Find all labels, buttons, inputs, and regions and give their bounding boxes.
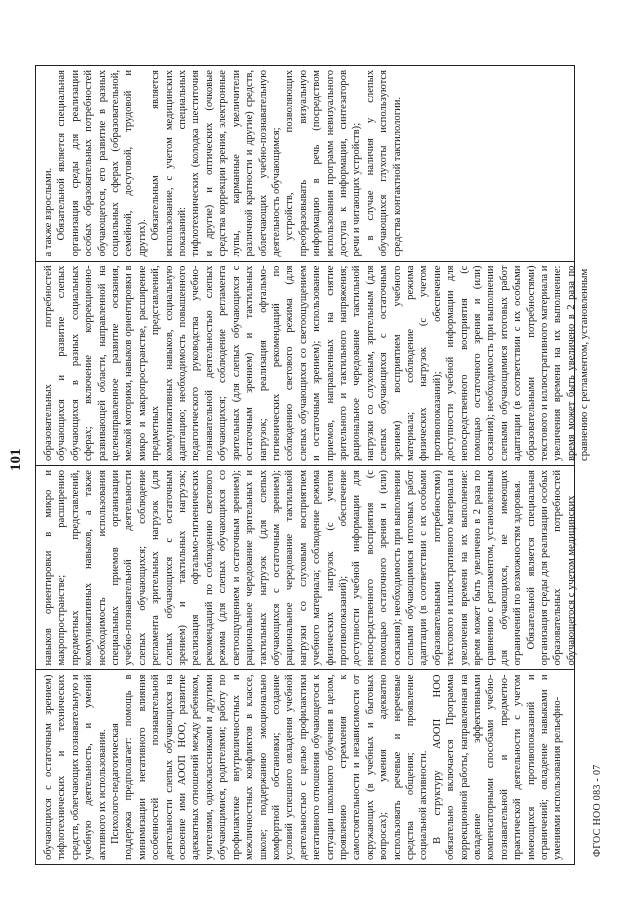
standards-table [35, 65, 591, 865]
paragraph: в случае наличия у слепых обучающихся глухоты используются средства контактной тактилологии. [364, 70, 403, 257]
paragraph: а также взрослыми. [43, 167, 54, 257]
paragraph: навыков ориентировки в микро и макропространстве; расширению предметных представлений, коммуникативных навыков, а также необходимость использования специальных приемов организации учебно-познавательной деятельности слепых обучающихся; соблюдение регламента зрительных нагрузок (для слепых обучающихся с остаточным зрением) и тактильных нагрузок; реализация офтальмо-гигиенических рекомендаций по соблюдению светового режима (для слепых обучающихся со светоощущением и остаточным зрением); рациональное чередование зрительных и тактильных нагрузок (для слепых обучающихся с остаточным зрением); рациональное чередование тактильной нагрузки со слуховым восприятием учебного материала; соблюдение режима физических нагрузок (с учетом противопоказаний); обеспечение доступности учебной информации для непосредственного восприятия (с помощью остаточного зрения и (или) осязания); необходимость при выполнении слепыми обучающимися итоговых работ адаптации (в соответствии с их особыми образовательными потребностями) текстового и иллюстративного материала и увеличения времени на их выполнение: время может быть увеличено в 2 раза по сравнению с регламентом, установленным для обучающихся, не имеющих ограничений по возможностям здоровья. [43, 470, 524, 666]
table-column-4 [36, 66, 574, 261]
column-3-text [42, 265, 591, 461]
table-column-3 [36, 261, 591, 465]
table-column-1 [36, 669, 574, 864]
paragraph: Обязательной является специальная организация среды для реализации особых образовательных потребностей обучающегося с учетом медицинских [525, 470, 577, 666]
paragraph: образовательных потребностей обучающихся и развитие слепых обучающихся в разных социальных сферах; включение коррекционно-развивающей области, направленной на целенаправленное развитие осязания, мелкой моторики, навыков ориентировки в микро и макропространстве, расширение предметных представлений, коммуникативных навыков, социальную адаптацию; необходимость повышенного педагогического руководства учебно-познавательной деятельностью слепых обучающихся; соблюдение регламента зрительных (для слепых обучающихся с остаточным зрением) и тактильных нагрузок; реализация офтальмо-гигиенических рекомендаций по соблюдению светового режима (для слепых обучающихся со светоощущением и остаточным зрением); использование приемов, направленных на снятие зрительного и тактильного напряжения; рациональное чередование тактильной нагрузки со слуховым, зрительным (для слепых обучающихся с остаточным зрением) восприятием учебного материала; соблюдение режима физических нагрузок (с учетом противопоказаний); обеспечение доступности учебной информации для непосредственного восприятия (с помощью остаточного зрения и (или) осязания); необходимость при выполнении слепыми обучающимися итоговых работ адаптации (в соответствии с их особыми образовательными потребностями) текстового и иллюстративного материала и увеличения времени на их выполнение: время может быть увеличено в 2 раза по сравнению с регламентом, установленным [43, 265, 591, 461]
paragraph: устройств, позволяющих преобразовывать визуальную информацию в речь (посредством использования программ невизуального доступа к информации, синтезаторов речи и читающих устройств); [284, 70, 363, 257]
page-number: 101 [8, 448, 24, 471]
column-4-text [42, 70, 570, 257]
paragraph: В структуру АООП НОО обязательно включается Программа коррекционной работы, направленная на овладение эффективными компенсаторными способами учебно-познавательной и предметно-практической деятельности с учетом имеющихся противопоказаний и ограничений; овладение навыками и умениями использования рельефно- [431, 674, 564, 860]
table-column-2 [36, 465, 577, 669]
paragraph: Обязательным является использование, с учетом медицинских показаний: специальных тифлотехнических (колодка шеститочия и другие) и оптических (очковые средства коррекции зрения, электронные лупы, карманные увеличители различной кратности и другие) средств, облегчающих учебно-познавательную деятельность обучающимся; [150, 70, 282, 257]
paragraph: Обязательной является специальная организация среды для реализации особых образовательных потребностей обучающегося, его развитие в разных социальных сферах (образовательной, семейной, досуговой, трудовой и других). [56, 70, 148, 257]
column-1-text [42, 674, 570, 860]
column-2-text [42, 470, 577, 666]
paragraph: Психолого-педагогическая поддержка предполагает: помощь в минимизации негативного влияния особенностей познавательной деятельности слепых обучающихся на освоение ими АООП НОО, развитие адекватных отношений между ребенком, учителями, одноклассниками и другими обучающимися, родителями; работу по профилактике внутриличностных и межличностных конфликтов в классе, школе; поддержанию эмоционально комфортной обстановки; создание условий успешного овладения учебной деятельностью с целью профилактики негативного отношения обучающегося к ситуации школьного обучения в целом, проявлению стремления к самостоятельности и независимости от окружающих (в учебных и бытовых вопросах); умения адекватно использовать речевые и неречевые средства общения; проявление социальной активности. [110, 674, 430, 860]
page-footer: ФГОС НОО 083 - 07 [592, 764, 603, 857]
paragraph: обучающихся с остаточным зрением) тифлотехнических и технических средств, облегчающих познавательную и учебную деятельность, и умений активного их использования. [43, 674, 108, 860]
